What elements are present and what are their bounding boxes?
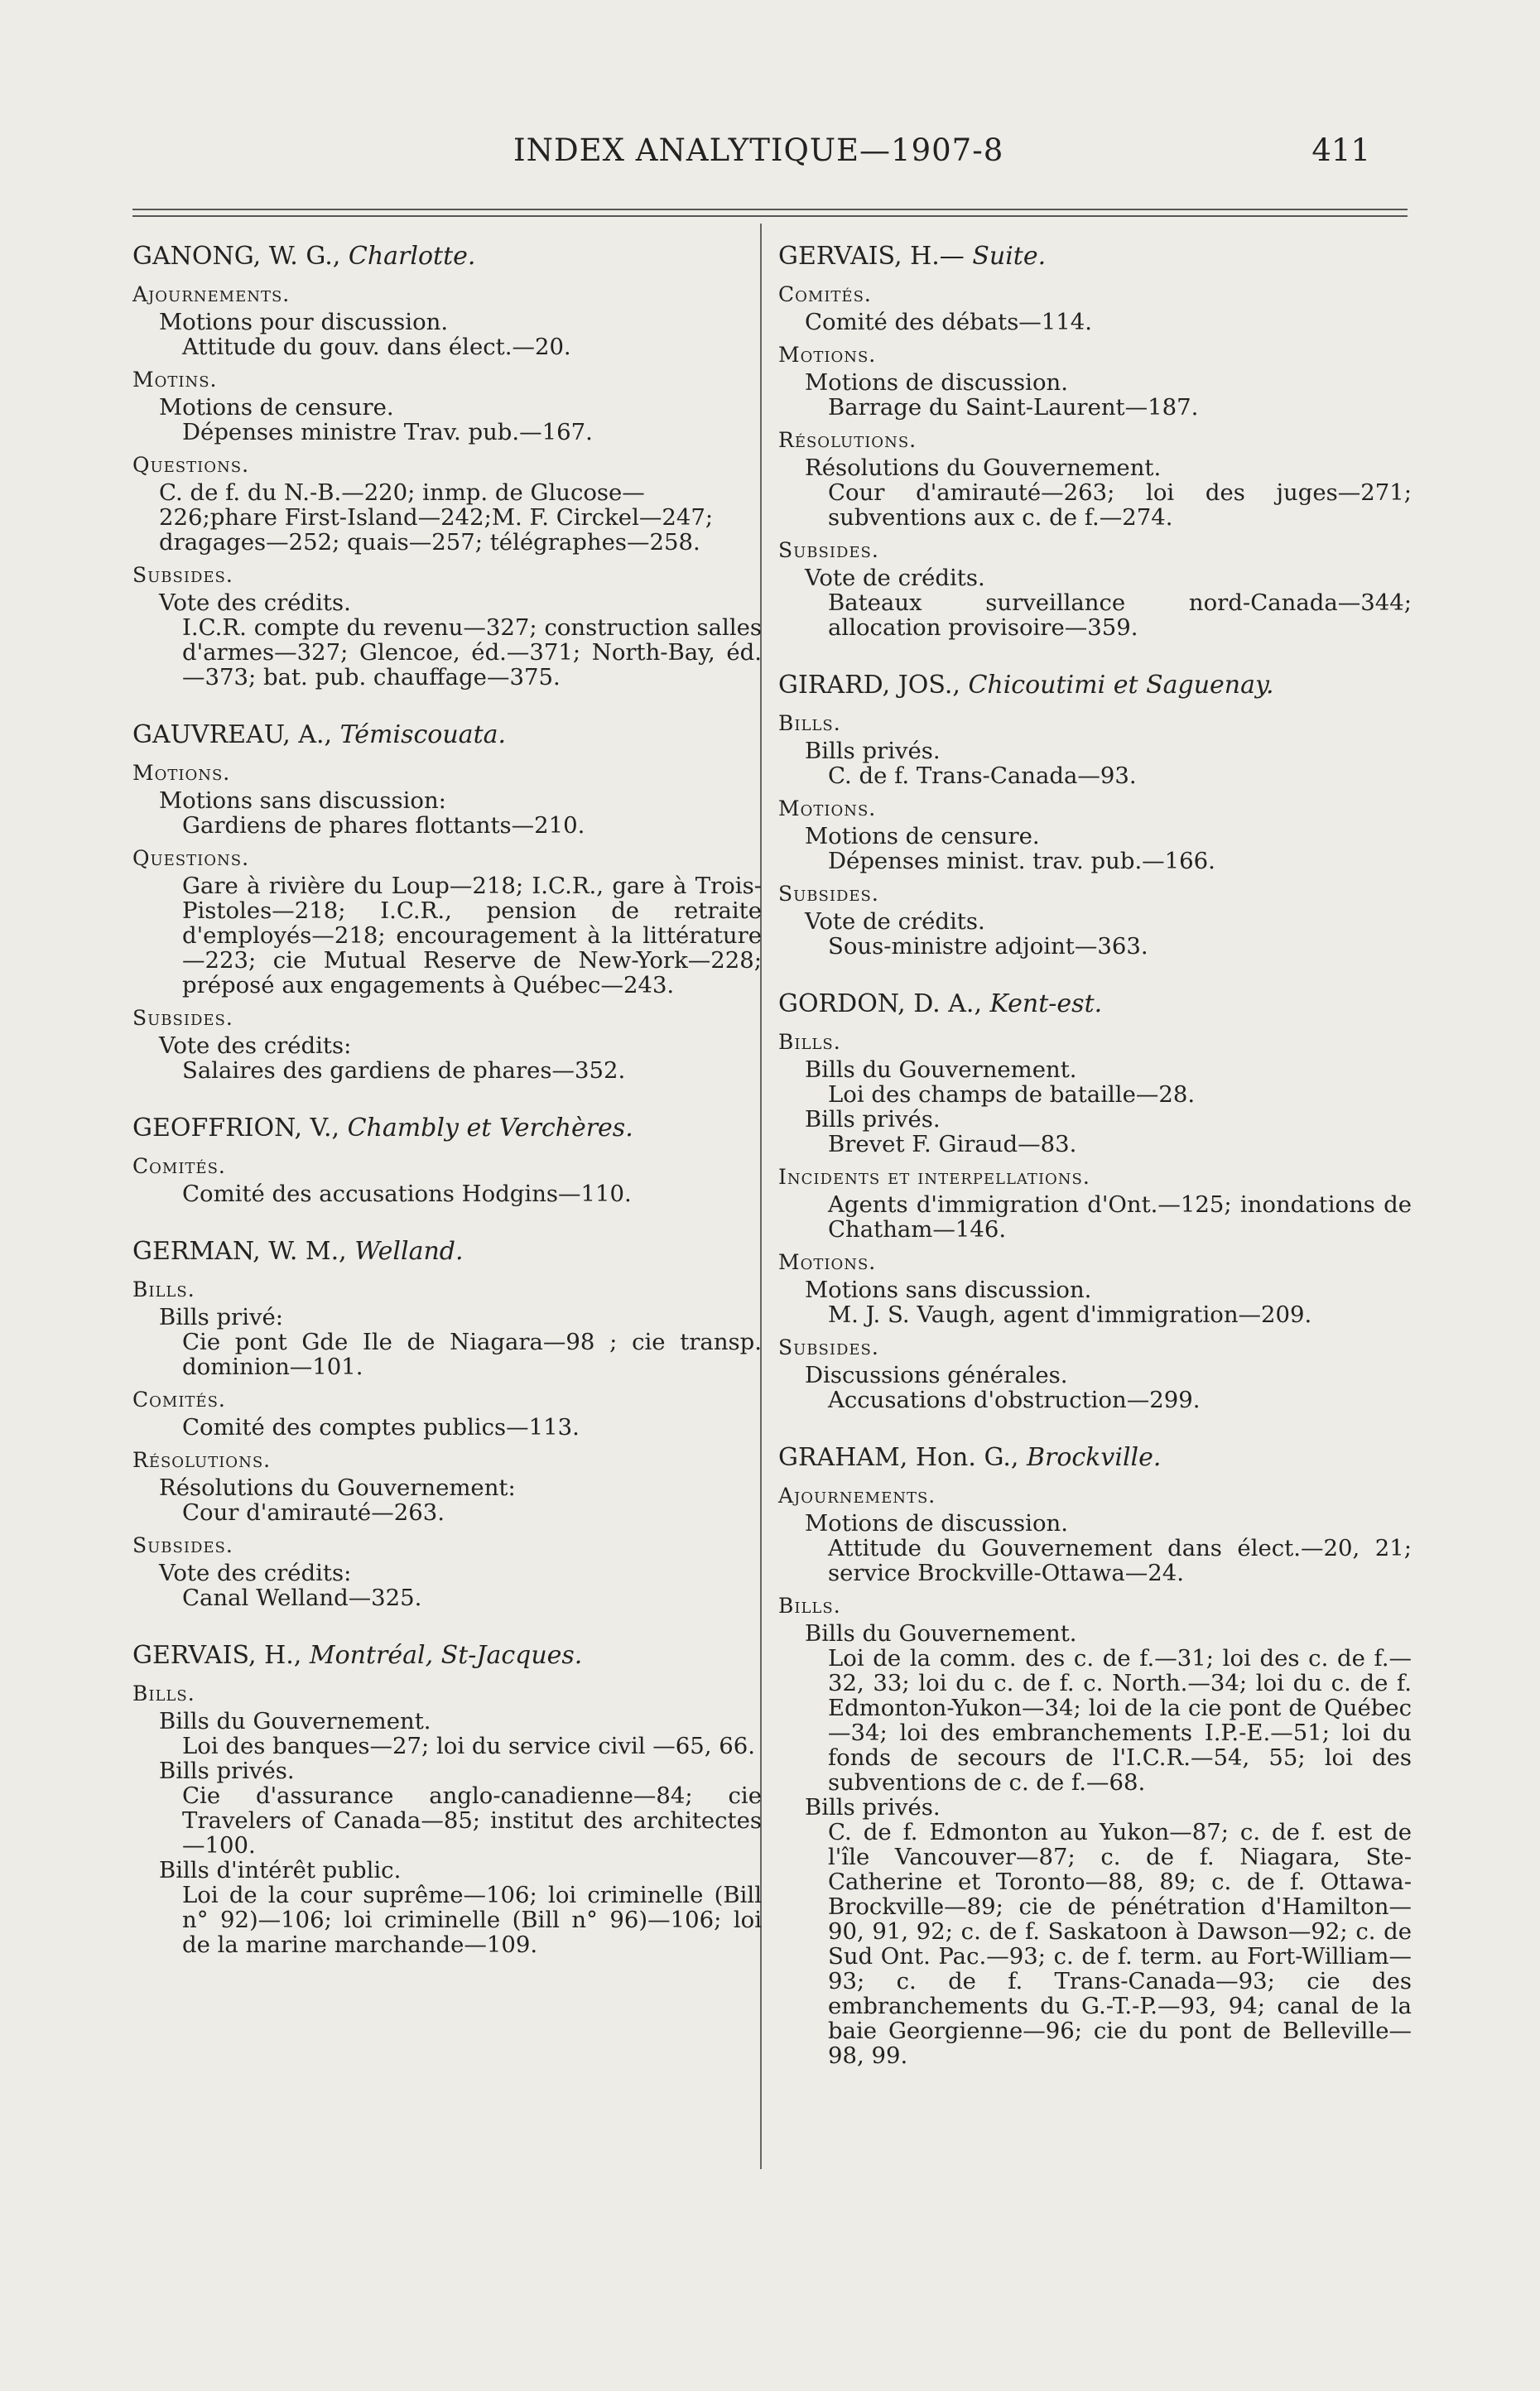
entry-heading xyxy=(132,720,762,749)
index-line: Motions de discussion. xyxy=(805,1510,1068,1537)
index-line: M. J. S. Vaugh, agent d'immigration—209. xyxy=(828,1301,1312,1328)
index-entry xyxy=(132,1643,762,1957)
header-rule xyxy=(132,209,1408,217)
index-line: Brevet F. Giraud—83. xyxy=(828,1131,1077,1157)
index-line: Vote des crédits: xyxy=(159,1032,352,1059)
index-line: Gardiens de phares flottants—210. xyxy=(182,812,585,839)
section-heading: Résolutions. xyxy=(132,1448,272,1472)
index-line: Cour d'amirauté—263. xyxy=(182,1499,445,1526)
index-entry xyxy=(778,1443,1412,2069)
index-line: C. de f. Edmonton au Yukon—87; c. de f. est de l'île Vancouver—87; c. de f. Niagara, Ste-Catherine et Toronto—88, 89; c. de f. Ottawa-Brockville—89; cie de pénétration d'Hamilton—90, 91, 92; c. de f. Saskatoon à Dawson—92; c. de Sud Ont. Pac.—93; c. de f. term. au Fort-William—93; c. de f. Trans-Canada—93; cie des embranchements du G.-T.-P.—93, 94; canal de la baie Georgienne—96; cie du pont de Belleville—98, 99. xyxy=(828,1819,1412,2069)
index-line: Vote de crédits. xyxy=(805,908,985,935)
index-line: Bateaux surveillance nord-Canada—344; allocation provisoire—359. xyxy=(828,589,1412,641)
index-line: Bills privés. xyxy=(805,1106,941,1133)
constituency: Chambly et Verchères. xyxy=(347,1114,633,1143)
entry-heading xyxy=(778,244,1412,269)
section-heading: Bills. xyxy=(132,1277,195,1301)
section-heading: Comités. xyxy=(778,282,872,306)
section-heading: Bills. xyxy=(778,1030,841,1054)
section-heading: Subsides. xyxy=(778,1335,879,1359)
entry-heading xyxy=(778,989,1412,1018)
member-name: GRAHAM, Hon. G., xyxy=(778,1443,1019,1472)
section-heading: Motions. xyxy=(132,761,231,785)
member-name: GANONG, W. G., xyxy=(132,242,341,271)
index-line: Vote de crédits. xyxy=(805,565,985,591)
index-line: Bills d'intérêt public. xyxy=(159,1857,402,1883)
index-line: Salaires des gardiens de phares—352. xyxy=(182,1057,626,1084)
constituency: Welland. xyxy=(354,1237,464,1266)
section-heading: Incidents et interpellations. xyxy=(778,1165,1090,1189)
index-entry xyxy=(778,989,1412,1413)
index-entry xyxy=(778,673,1412,959)
index-line: Loi des banques—27; loi du service civil —65, 66. xyxy=(182,1733,755,1759)
index-line: Vote des crédits: xyxy=(159,1560,352,1586)
section-heading: Comités. xyxy=(132,1154,226,1178)
section-heading: Bills. xyxy=(778,711,841,735)
section-heading: Subsides. xyxy=(132,1533,233,1557)
entry-heading xyxy=(132,244,762,269)
member-name: GAUVREAU, A., xyxy=(132,720,333,749)
section-heading: Subsides. xyxy=(778,538,879,562)
section-heading: Subsides. xyxy=(132,563,233,587)
section-heading: Ajournements. xyxy=(778,1484,936,1508)
index-line: C. de f. du N.-B.—220; inmp. de Glucose—226;phare First-Island—242;M. F. Circkel—247; dragages—252; quais—257; télégraphes—258. xyxy=(159,479,714,556)
section-heading: Motins. xyxy=(132,368,218,392)
entry-heading xyxy=(778,1443,1412,1472)
index-line: Attitude du Gouvernement dans élect.—20, 21; service Brockville-Ottawa—24. xyxy=(828,1535,1412,1586)
section-heading: Bills. xyxy=(778,1594,841,1618)
index-entry xyxy=(132,1116,762,1206)
member-name: GERVAIS, H., xyxy=(132,1641,302,1670)
entry-heading xyxy=(778,673,1412,698)
index-line: Résolutions du Gouvernement. xyxy=(805,455,1162,481)
section-heading: Questions. xyxy=(132,846,250,870)
section-heading: Motions. xyxy=(778,343,877,367)
page-number: 411 xyxy=(1311,132,1370,168)
member-name: GERMAN, W. M., xyxy=(132,1237,347,1266)
index-line: Bills du Gouvernement. xyxy=(805,1056,1077,1083)
entry-heading xyxy=(132,1116,762,1141)
index-line: Attitude du gouv. dans élect.—20. xyxy=(182,334,571,360)
section-heading: Subsides. xyxy=(132,1006,233,1030)
constituency: Chicoutimi et Saguenay. xyxy=(968,671,1274,700)
index-line: Motions de censure. xyxy=(159,394,394,421)
index-line: Bills du Gouvernement. xyxy=(805,1620,1077,1647)
constituency: Montréal, St-Jacques. xyxy=(309,1641,583,1670)
index-entry xyxy=(132,1239,762,1610)
index-line: Bills du Gouvernement. xyxy=(159,1708,431,1734)
index-line: I.C.R. compte du revenu—327; construction salles d'armes—327; Glencoe, éd.—371; North-Bay, éd.—373; bat. pub. chauffage—375. xyxy=(182,614,762,690)
right-column xyxy=(778,244,1412,2101)
index-line: Motions pour discussion. xyxy=(159,309,449,335)
index-line: Canal Welland—325. xyxy=(182,1585,422,1611)
section-heading: Comités. xyxy=(132,1388,226,1412)
member-name: GIRARD, JOS., xyxy=(778,671,960,700)
constituency: Charlotte. xyxy=(348,242,476,271)
section-heading: Motions. xyxy=(778,796,877,820)
index-line: Loi de la comm. des c. de f.—31; loi des c. de f.—32, 33; loi du c. de f. c. North.—34; loi du c. de f. Edmonton-Yukon—34; loi de la cie pont de Québec—34; loi des embranchements I.P.-E.—51; loi du fonds de secours de l'I.C.R.—54, 55; loi des subventions de c. de f.—68. xyxy=(828,1645,1412,1796)
member-name: GORDON, D. A., xyxy=(778,989,982,1018)
running-title: INDEX ANALYTIQUE—1907-8 xyxy=(513,132,1004,168)
constituency: Suite. xyxy=(972,242,1047,271)
page-header xyxy=(132,132,1408,182)
index-line: Motions de discussion. xyxy=(805,369,1068,396)
index-line: Discussions générales. xyxy=(805,1362,1068,1388)
index-line: Bills privés. xyxy=(805,738,941,764)
index-line: Comité des accusations Hodgins—110. xyxy=(182,1181,632,1207)
index-line: Dépenses ministre Trav. pub.—167. xyxy=(182,419,593,445)
left-column xyxy=(132,244,762,1990)
index-line: Gare à rivière du Loup—218; I.C.R., gare à Trois-Pistoles—218; I.C.R., pension de retraite d'employés—218; encouragement à la littérature—223; cie Mutual Reserve de New-York—228; préposé aux engagements à Québec—243. xyxy=(182,873,762,998)
index-line: Bills privés. xyxy=(159,1758,295,1784)
index-line: Sous-ministre adjoint—363. xyxy=(828,933,1148,960)
entry-heading xyxy=(132,1643,762,1668)
index-line: Loi de la cour suprême—106; loi criminelle (Bill n° 92)—106; loi criminelle (Bill n° 96)—106; loi de la marine marchande—109. xyxy=(182,1882,762,1958)
index-line: C. de f. Trans-Canada—93. xyxy=(828,763,1137,789)
index-line: Bills privé: xyxy=(159,1304,284,1330)
constituency: Brockville. xyxy=(1026,1443,1162,1472)
index-line: Loi des champs de bataille—28. xyxy=(828,1081,1196,1108)
index-line: Vote des crédits. xyxy=(159,589,351,616)
member-name: GERVAIS, H.— xyxy=(778,242,965,271)
index-entry xyxy=(778,244,1412,640)
index-line: Motions sans discussion: xyxy=(159,787,446,814)
index-line: Agents d'immigration d'Ont.—125; inondations de Chatham—146. xyxy=(828,1191,1412,1243)
index-line: Motions sans discussion. xyxy=(805,1277,1092,1303)
index-line: Cour d'amirauté—263; loi des juges—271; subventions aux c. de f.—274. xyxy=(828,479,1412,531)
constituency: Kent-est. xyxy=(989,989,1103,1018)
index-line: Comité des comptes publics—113. xyxy=(182,1414,580,1441)
index-entry xyxy=(132,720,762,1084)
index-entry xyxy=(132,244,762,690)
section-heading: Bills. xyxy=(132,1681,195,1705)
section-heading: Questions. xyxy=(132,453,250,477)
member-name: GEOFFRION, V., xyxy=(132,1114,340,1143)
index-line: Barrage du Saint-Laurent—187. xyxy=(828,394,1199,421)
section-heading: Ajournements. xyxy=(132,282,291,306)
entry-heading xyxy=(132,1239,762,1264)
index-line: Cie d'assurance anglo-canadienne—84; cie Travelers of Canada—85; institut des architectes—100. xyxy=(182,1782,762,1859)
index-line: Bills privés. xyxy=(805,1794,941,1821)
index-line: Dépenses minist. trav. pub.—166. xyxy=(828,848,1215,874)
index-line: Accusations d'obstruction—299. xyxy=(828,1387,1201,1413)
section-heading: Subsides. xyxy=(778,882,879,906)
index-line: Motions de censure. xyxy=(805,823,1040,849)
constituency: Témiscouata. xyxy=(339,720,507,749)
section-heading: Résolutions. xyxy=(778,428,917,452)
index-line: Résolutions du Gouvernement: xyxy=(159,1475,516,1501)
section-heading: Motions. xyxy=(778,1250,877,1274)
index-line: Comité des débats—114. xyxy=(805,309,1093,335)
index-line: Cie pont Gde Ile de Niagara—98 ; cie transp. dominion—101. xyxy=(182,1329,762,1380)
